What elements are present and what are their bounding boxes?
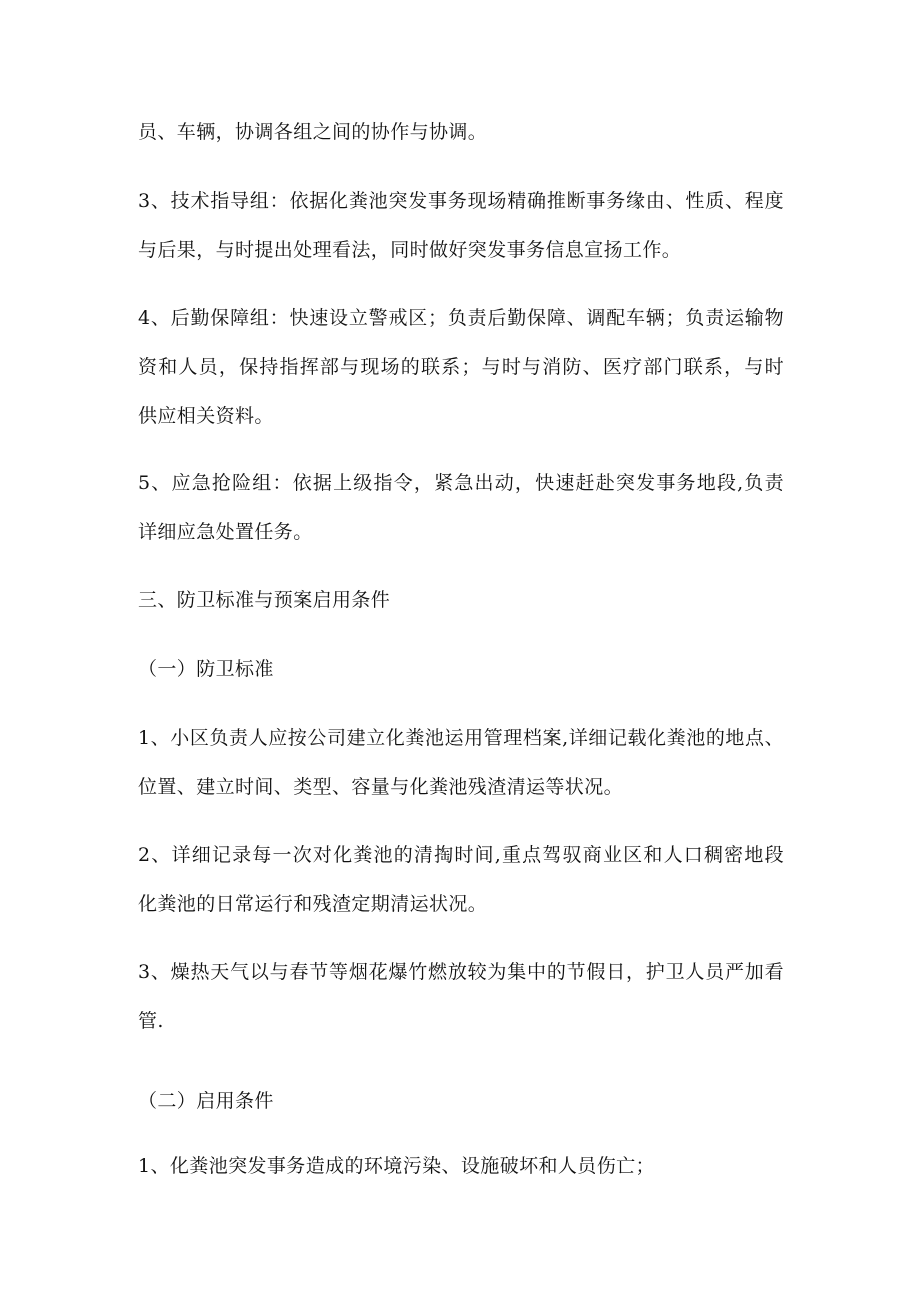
paragraph-logistics-group (138, 294, 784, 441)
subsection-heading-protection-standard: （一）防卫标准 (138, 658, 274, 680)
text-line: 3、技术指导组：依据化粪池突发事务现场精确推断事务缘由、性质、程度 (138, 190, 784, 212)
text-line: 5、应急抢险组：依据上级指令，紧急出动，快速赶赴突发事务地段,负责 (138, 472, 784, 494)
text-line: 管. (138, 1010, 164, 1032)
paragraph-emergency-rescue-group (138, 459, 784, 557)
text-line: 1、化粪池突发事务造成的环境污染、设施破坏和人员伤亡； (138, 1155, 655, 1177)
text-line: 位置、建立时间、类型、容量与化粪池残渣清运等状况。 (138, 776, 624, 798)
paragraph-holiday-guard (138, 948, 784, 1046)
text-line: 3、燥热天气以与春节等烟花爆竹燃放较为集中的节假日，护卫人员严加看 (138, 961, 784, 983)
paragraph-continuation (138, 108, 784, 157)
text-line: 员、车辆，协调各组之间的协作与协调。 (138, 121, 488, 143)
paragraph-activation-condition-1 (138, 1142, 784, 1191)
text-line: 2、详细记录每一次对化粪池的清掏时间,重点驾驭商业区和人口稠密地段 (138, 844, 784, 866)
text-line: 化粪池的日常运行和残渣定期清运状况。 (138, 893, 488, 915)
section-heading: 三、防卫标准与预案启用条件 (138, 589, 391, 611)
text-line: 详细应急处置任务。 (138, 521, 313, 543)
paragraph-archive-requirement (138, 714, 784, 812)
text-line: 资和人员，保持指挥部与现场的联系；与时与消防、医疗部门联系，与时 (138, 356, 784, 378)
text-line: 4、后勤保障组：快速设立警戒区；负责后勤保障、调配车辆；负责运输物 (138, 307, 784, 329)
text-line: 1、小区负责人应按公司建立化粪池运用管理档案,详细记载化粪池的地点、 (138, 727, 784, 749)
paragraph-technical-guidance-group (138, 177, 784, 275)
text-line: 与后果，与时提出处理看法，同时做好突发事务信息宣扬工作。 (138, 239, 682, 261)
paragraph-cleaning-record (138, 831, 784, 929)
text-line: 供应相关资料。 (138, 405, 274, 427)
subsection-heading-activation-conditions: （二）启用条件 (138, 1090, 274, 1112)
